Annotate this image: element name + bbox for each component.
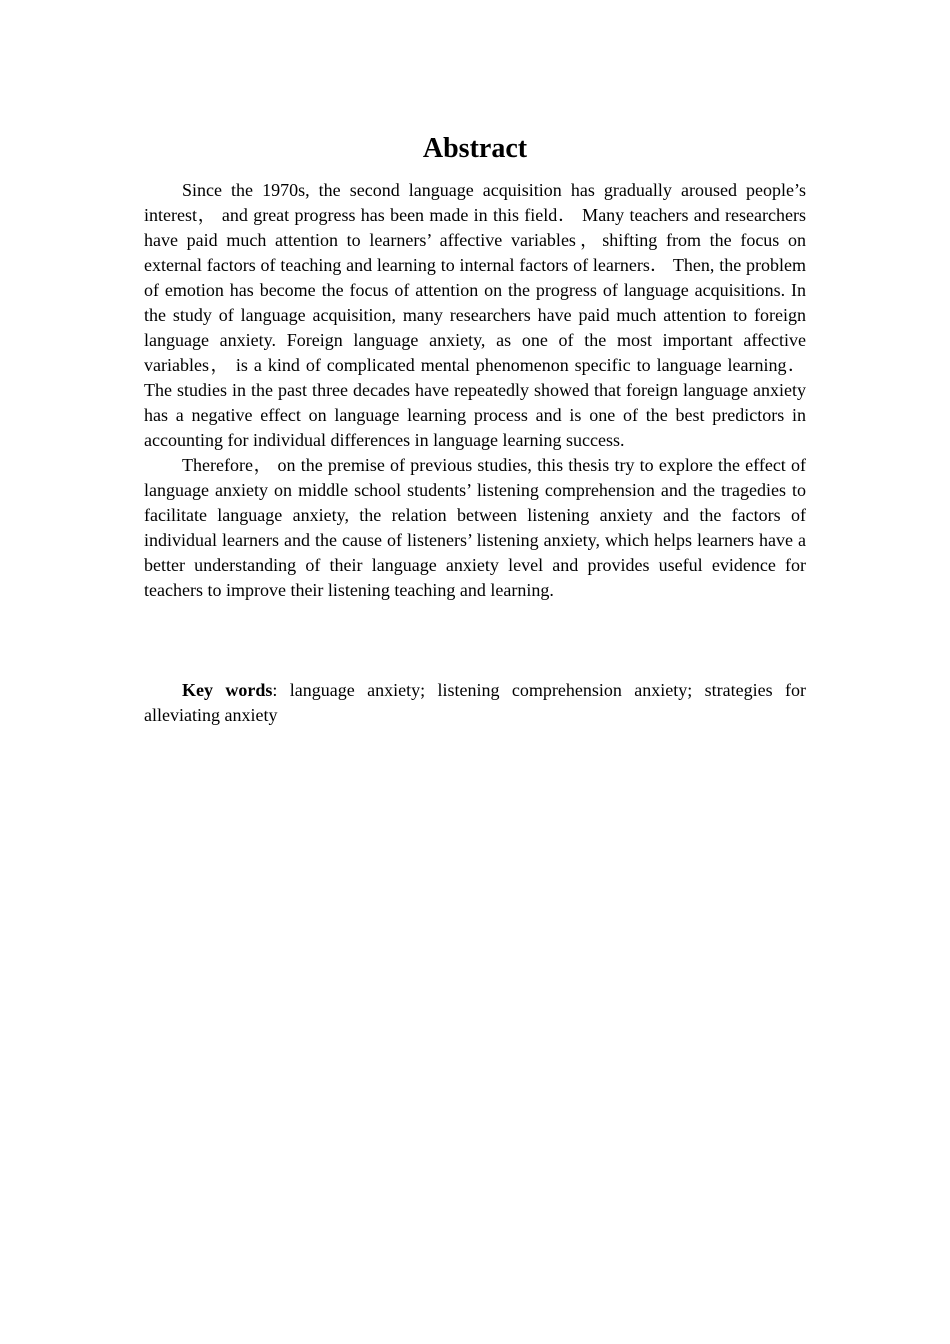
abstract-title: Abstract [422, 133, 528, 164]
keywords-text: : language anxiety; listening comprehension anxiety; strategies for alleviating anxiety [144, 680, 806, 725]
abstract-section [144, 130, 806, 728]
abstract-paragraph-1: Since the 1970s, the second language acquisition has gradually aroused people’s interest， and great progress has been made in this field． Many teachers and researchers have paid much attention to learners’ affective variables，shifting from the focus on external factors of teaching and learning to internal factors of learners． Then, the problem of emotion has become the focus of attention on the progress of language acquisitions. In the study of language acquisition, many researchers have paid much attention to foreign language anxiety. Foreign language anxiety, as one of the most important affective variables， is a kind of complicated mental phenomenon specific to language learning． The studies in the past three decades have repeatedly showed that foreign language anxiety has a negative effect on language learning process and is one of the best predictors in accounting for individual differences in language learning success. [144, 180, 806, 450]
keywords-line [144, 678, 806, 728]
abstract-paragraph-2: Therefore， on the premise of previous studies, this thesis try to explore the effect of language anxiety on middle school students’ listening comprehension and the tragedies to facilitate language anxiety, the relation between listening anxiety and the factors of individual learners and the cause of listeners’ listening anxiety, which helps learners have a better understanding of their language anxiety level and provides useful evidence for teachers to improve their listening teaching and learning. [144, 455, 806, 600]
keywords-label: Key words [182, 680, 273, 700]
